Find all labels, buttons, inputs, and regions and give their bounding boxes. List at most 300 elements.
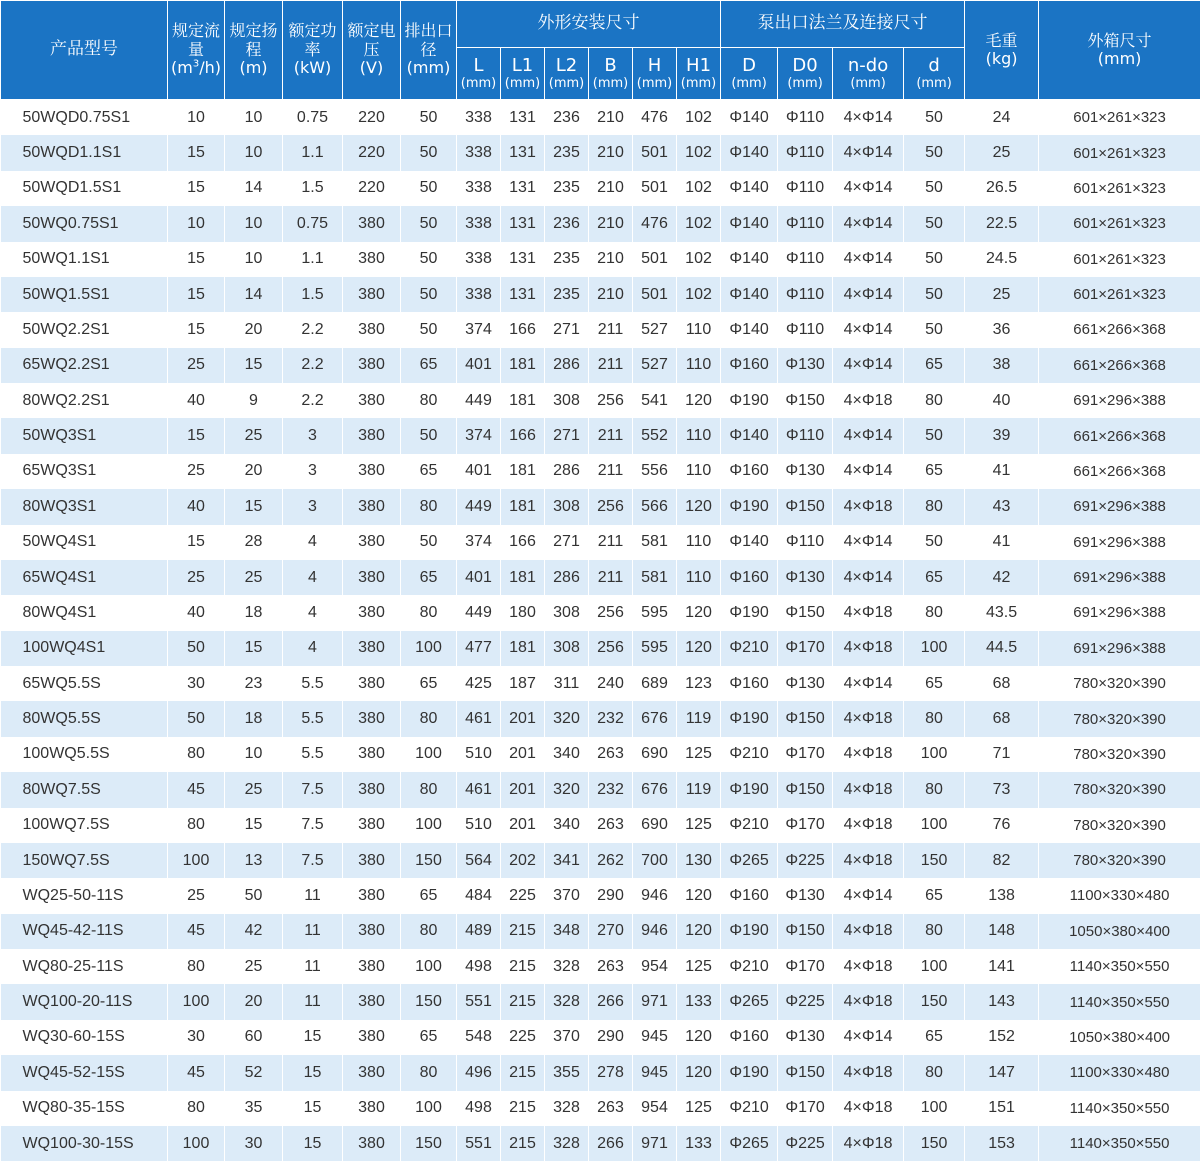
cell-dim-l2: 341: [545, 843, 589, 878]
cell-flange-d0: Φ170: [778, 737, 833, 772]
cell-flange-small-d: 100: [904, 631, 965, 666]
cell-dim-l1: 225: [501, 878, 545, 913]
cell-box: 661×266×368: [1039, 348, 1200, 383]
cell-power: 1.1: [283, 135, 343, 170]
cell-flange-n-do: 4×Φ14: [833, 312, 904, 347]
cell-dim-h1: 110: [677, 560, 721, 595]
cell-power: 1.5: [283, 277, 343, 312]
cell-dim-l1: 131: [501, 100, 545, 136]
cell-flange-n-do: 4×Φ14: [833, 418, 904, 453]
cell-dim-l2: 286: [545, 560, 589, 595]
cell-flange-d0: Φ150: [778, 914, 833, 949]
cell-flange-d0: Φ130: [778, 560, 833, 595]
cell-weight: 42: [965, 560, 1039, 595]
cell-dim-b: 211: [589, 312, 633, 347]
table-row: [1, 206, 1200, 241]
table-row: [1, 277, 1200, 312]
cell-dim-h1: 120: [677, 489, 721, 524]
cell-dim-h: 945: [633, 1020, 677, 1055]
cell-flange-d: Φ190: [721, 1055, 778, 1090]
cell-voltage: 380: [343, 843, 401, 878]
header-voltage: 额定电压 (V): [343, 1, 401, 100]
cell-dim-l: 338: [457, 242, 501, 277]
cell-dim-l2: 320: [545, 701, 589, 736]
cell-dim-l2: 370: [545, 1020, 589, 1055]
cell-dim-h1: 120: [677, 595, 721, 630]
table-row: [1, 135, 1200, 170]
cell-dim-h: 527: [633, 348, 677, 383]
cell-voltage: 380: [343, 489, 401, 524]
cell-weight: 151: [965, 1091, 1039, 1126]
cell-flow: 10: [168, 206, 225, 241]
cell-dim-l1: 215: [501, 1091, 545, 1126]
cell-flange-small-d: 50: [904, 206, 965, 241]
cell-flange-n-do: 4×Φ14: [833, 348, 904, 383]
cell-dim-l1: 215: [501, 1055, 545, 1090]
cell-flange-d0: Φ110: [778, 242, 833, 277]
cell-voltage: 380: [343, 277, 401, 312]
cell-model: 100WQ5.5S: [1, 737, 168, 772]
cell-weight: 153: [965, 1126, 1039, 1161]
cell-box: 1050×380×400: [1039, 1020, 1200, 1055]
cell-flange-d0: Φ130: [778, 878, 833, 913]
cell-outlet: 50: [401, 277, 457, 312]
cell-head: 25: [225, 772, 283, 807]
cell-dim-l2: 235: [545, 277, 589, 312]
cell-flange-d0: Φ110: [778, 418, 833, 453]
cell-box: 1140×350×550: [1039, 1126, 1200, 1161]
cell-head: 23: [225, 666, 283, 701]
cell-dim-l2: 340: [545, 808, 589, 843]
cell-outlet: 80: [401, 1055, 457, 1090]
cell-flange-small-d: 65: [904, 560, 965, 595]
header-dim-b: B (mm): [589, 48, 633, 100]
cell-dim-l1: 225: [501, 1020, 545, 1055]
cell-weight: 152: [965, 1020, 1039, 1055]
cell-flange-d: Φ190: [721, 701, 778, 736]
cell-weight: 138: [965, 878, 1039, 913]
cell-dim-l1: 215: [501, 949, 545, 984]
cell-weight: 43: [965, 489, 1039, 524]
cell-dim-h1: 125: [677, 808, 721, 843]
cell-power: 15: [283, 1091, 343, 1126]
cell-dim-l2: 328: [545, 1126, 589, 1161]
cell-dim-l1: 215: [501, 984, 545, 1019]
cell-box: 661×266×368: [1039, 454, 1200, 489]
cell-box: 601×261×323: [1039, 100, 1200, 136]
cell-flange-d: Φ190: [721, 914, 778, 949]
cell-dim-l1: 166: [501, 525, 545, 560]
cell-dim-b: 210: [589, 242, 633, 277]
cell-dim-h1: 110: [677, 312, 721, 347]
cell-model: WQ25-50-11S: [1, 878, 168, 913]
cell-flow: 50: [168, 701, 225, 736]
cell-dim-h1: 110: [677, 454, 721, 489]
cell-weight: 68: [965, 701, 1039, 736]
cell-flange-n-do: 4×Φ14: [833, 100, 904, 136]
cell-voltage: 380: [343, 525, 401, 560]
cell-flange-d: Φ140: [721, 206, 778, 241]
cell-flange-d: Φ160: [721, 1020, 778, 1055]
cell-head: 28: [225, 525, 283, 560]
cell-dim-l: 461: [457, 701, 501, 736]
cell-flange-n-do: 4×Φ18: [833, 1126, 904, 1161]
cell-flange-n-do: 4×Φ14: [833, 206, 904, 241]
cell-outlet: 80: [401, 595, 457, 630]
cell-dim-b: 266: [589, 984, 633, 1019]
cell-dim-b: 211: [589, 348, 633, 383]
cell-dim-h1: 110: [677, 418, 721, 453]
table-row: [1, 808, 1200, 843]
cell-dim-l: 489: [457, 914, 501, 949]
cell-outlet: 100: [401, 808, 457, 843]
cell-dim-h1: 102: [677, 135, 721, 170]
cell-power: 2.2: [283, 383, 343, 418]
cell-head: 14: [225, 277, 283, 312]
cell-voltage: 380: [343, 1091, 401, 1126]
cell-flange-n-do: 4×Φ14: [833, 277, 904, 312]
cell-flange-d: Φ210: [721, 949, 778, 984]
cell-flange-small-d: 50: [904, 242, 965, 277]
cell-voltage: 380: [343, 383, 401, 418]
cell-dim-b: 240: [589, 666, 633, 701]
header-dim-h: H (mm): [633, 48, 677, 100]
cell-dim-l2: 271: [545, 418, 589, 453]
cell-head: 13: [225, 843, 283, 878]
cell-flange-d0: Φ150: [778, 595, 833, 630]
cell-dim-l2: 340: [545, 737, 589, 772]
cell-model: 50WQ0.75S1: [1, 206, 168, 241]
cell-head: 15: [225, 808, 283, 843]
cell-box: 1140×350×550: [1039, 949, 1200, 984]
cell-box: 691×296×388: [1039, 560, 1200, 595]
cell-model: WQ100-20-11S: [1, 984, 168, 1019]
cell-flange-small-d: 50: [904, 100, 965, 136]
cell-dim-h1: 125: [677, 737, 721, 772]
cell-dim-l: 498: [457, 949, 501, 984]
table-row: [1, 242, 1200, 277]
cell-dim-l2: 348: [545, 914, 589, 949]
table-row: [1, 418, 1200, 453]
cell-flange-small-d: 50: [904, 135, 965, 170]
cell-dim-h: 527: [633, 312, 677, 347]
cell-box: 601×261×323: [1039, 135, 1200, 170]
cell-dim-h: 552: [633, 418, 677, 453]
cell-model: 100WQ4S1: [1, 631, 168, 666]
cell-weight: 43.5: [965, 595, 1039, 630]
cell-voltage: 380: [343, 312, 401, 347]
cell-dim-l1: 181: [501, 383, 545, 418]
cell-head: 52: [225, 1055, 283, 1090]
cell-dim-b: 211: [589, 560, 633, 595]
cell-model: WQ45-52-15S: [1, 1055, 168, 1090]
cell-flange-n-do: 4×Φ18: [833, 984, 904, 1019]
cell-flange-small-d: 80: [904, 489, 965, 524]
cell-dim-l: 449: [457, 489, 501, 524]
cell-model: 65WQ2.2S1: [1, 348, 168, 383]
cell-weight: 41: [965, 454, 1039, 489]
cell-flange-n-do: 4×Φ14: [833, 525, 904, 560]
cell-weight: 24: [965, 100, 1039, 136]
cell-dim-h1: 130: [677, 843, 721, 878]
cell-flow: 45: [168, 1055, 225, 1090]
cell-flange-d: Φ190: [721, 595, 778, 630]
cell-outlet: 65: [401, 454, 457, 489]
cell-dim-h1: 133: [677, 984, 721, 1019]
cell-dim-h1: 120: [677, 631, 721, 666]
cell-box: 691×296×388: [1039, 595, 1200, 630]
cell-flange-small-d: 100: [904, 737, 965, 772]
cell-box: 601×261×323: [1039, 277, 1200, 312]
cell-outlet: 150: [401, 1126, 457, 1161]
cell-dim-b: 263: [589, 1091, 633, 1126]
cell-flange-small-d: 65: [904, 878, 965, 913]
cell-dim-h: 501: [633, 135, 677, 170]
cell-box: 780×320×390: [1039, 666, 1200, 701]
cell-power: 0.75: [283, 100, 343, 136]
cell-dim-l1: 180: [501, 595, 545, 630]
cell-weight: 22.5: [965, 206, 1039, 241]
cell-flow: 25: [168, 560, 225, 595]
cell-flange-d: Φ190: [721, 383, 778, 418]
cell-outlet: 50: [401, 100, 457, 136]
cell-box: 661×266×368: [1039, 418, 1200, 453]
cell-dim-h1: 102: [677, 277, 721, 312]
table-row: [1, 489, 1200, 524]
cell-power: 4: [283, 595, 343, 630]
table-row: [1, 454, 1200, 489]
cell-model: WQ45-42-11S: [1, 914, 168, 949]
cell-outlet: 65: [401, 1020, 457, 1055]
cell-dim-l2: 235: [545, 242, 589, 277]
cell-head: 60: [225, 1020, 283, 1055]
cell-dim-b: 263: [589, 949, 633, 984]
cell-dim-l: 338: [457, 171, 501, 206]
cell-dim-l2: 235: [545, 135, 589, 170]
cell-dim-h: 501: [633, 171, 677, 206]
cell-dim-h: 690: [633, 737, 677, 772]
cell-flange-d0: Φ130: [778, 454, 833, 489]
cell-model: 50WQD1.5S1: [1, 171, 168, 206]
cell-power: 4: [283, 560, 343, 595]
cell-dim-l: 425: [457, 666, 501, 701]
header-dims-group: 外形安装尺寸: [457, 1, 721, 48]
cell-dim-l1: 181: [501, 631, 545, 666]
cell-flange-d0: Φ150: [778, 772, 833, 807]
cell-voltage: 380: [343, 242, 401, 277]
cell-power: 4: [283, 525, 343, 560]
cell-dim-b: 256: [589, 383, 633, 418]
cell-box: 780×320×390: [1039, 843, 1200, 878]
cell-flow: 15: [168, 418, 225, 453]
cell-flow: 80: [168, 1091, 225, 1126]
cell-dim-l1: 201: [501, 737, 545, 772]
cell-model: WQ80-35-15S: [1, 1091, 168, 1126]
cell-weight: 40: [965, 383, 1039, 418]
cell-dim-l: 338: [457, 277, 501, 312]
cell-voltage: 380: [343, 454, 401, 489]
cell-flow: 100: [168, 984, 225, 1019]
cell-weight: 41: [965, 525, 1039, 560]
cell-dim-h: 581: [633, 525, 677, 560]
cell-dim-b: 210: [589, 277, 633, 312]
cell-dim-h: 476: [633, 206, 677, 241]
cell-dim-l2: 308: [545, 383, 589, 418]
cell-outlet: 150: [401, 984, 457, 1019]
cell-box: 691×296×388: [1039, 525, 1200, 560]
cell-outlet: 65: [401, 560, 457, 595]
table-row: [1, 171, 1200, 206]
table-row: [1, 631, 1200, 666]
cell-dim-h: 501: [633, 242, 677, 277]
cell-voltage: 380: [343, 772, 401, 807]
header-head: 规定扬程 (m): [225, 1, 283, 100]
cell-dim-l: 548: [457, 1020, 501, 1055]
cell-flange-n-do: 4×Φ18: [833, 737, 904, 772]
cell-flange-n-do: 4×Φ18: [833, 489, 904, 524]
cell-dim-b: 262: [589, 843, 633, 878]
cell-dim-l1: 181: [501, 560, 545, 595]
cell-outlet: 100: [401, 1091, 457, 1126]
cell-voltage: 380: [343, 595, 401, 630]
cell-weight: 36: [965, 312, 1039, 347]
cell-flange-d0: Φ110: [778, 277, 833, 312]
cell-dim-l2: 308: [545, 489, 589, 524]
cell-flange-d: Φ140: [721, 171, 778, 206]
cell-flange-d0: Φ150: [778, 383, 833, 418]
cell-dim-l1: 201: [501, 808, 545, 843]
cell-flange-small-d: 150: [904, 843, 965, 878]
cell-flange-small-d: 50: [904, 525, 965, 560]
cell-flange-d0: Φ170: [778, 808, 833, 843]
cell-dim-h1: 102: [677, 206, 721, 241]
cell-voltage: 380: [343, 666, 401, 701]
cell-flange-d0: Φ110: [778, 171, 833, 206]
table-header: [1, 1, 1200, 100]
cell-dim-h: 476: [633, 100, 677, 136]
table-row: [1, 525, 1200, 560]
cell-dim-l2: 271: [545, 525, 589, 560]
cell-flange-d: Φ160: [721, 666, 778, 701]
cell-model: 50WQ4S1: [1, 525, 168, 560]
cell-flow: 15: [168, 277, 225, 312]
cell-outlet: 80: [401, 701, 457, 736]
cell-model: 50WQ2.2S1: [1, 312, 168, 347]
cell-flange-d: Φ140: [721, 525, 778, 560]
cell-outlet: 50: [401, 206, 457, 241]
cell-dim-h1: 120: [677, 1020, 721, 1055]
cell-head: 42: [225, 914, 283, 949]
cell-power: 7.5: [283, 843, 343, 878]
cell-outlet: 65: [401, 666, 457, 701]
cell-dim-b: 210: [589, 135, 633, 170]
cell-dim-l1: 131: [501, 171, 545, 206]
cell-flange-d: Φ140: [721, 100, 778, 136]
cell-dim-h1: 119: [677, 701, 721, 736]
cell-flange-small-d: 100: [904, 808, 965, 843]
cell-flange-d0: Φ110: [778, 206, 833, 241]
cell-power: 3: [283, 454, 343, 489]
table-row: [1, 100, 1200, 136]
header-flange-d0: D0 (mm): [778, 48, 833, 100]
cell-flange-d0: Φ110: [778, 312, 833, 347]
cell-dim-l: 374: [457, 312, 501, 347]
cell-dim-l2: 236: [545, 100, 589, 136]
cell-flange-d: Φ210: [721, 631, 778, 666]
table-row: [1, 914, 1200, 949]
cell-dim-b: 210: [589, 100, 633, 136]
table-row: [1, 1020, 1200, 1055]
cell-dim-h1: 123: [677, 666, 721, 701]
cell-dim-l: 374: [457, 525, 501, 560]
cell-power: 15: [283, 1055, 343, 1090]
cell-head: 20: [225, 312, 283, 347]
table-row: [1, 1091, 1200, 1126]
cell-flange-d0: Φ110: [778, 135, 833, 170]
cell-flange-d: Φ140: [721, 135, 778, 170]
cell-weight: 76: [965, 808, 1039, 843]
cell-box: 1140×350×550: [1039, 1091, 1200, 1126]
cell-flange-small-d: 50: [904, 171, 965, 206]
cell-weight: 25: [965, 135, 1039, 170]
cell-outlet: 150: [401, 843, 457, 878]
cell-outlet: 100: [401, 737, 457, 772]
cell-dim-h: 566: [633, 489, 677, 524]
cell-flange-small-d: 65: [904, 454, 965, 489]
cell-box: 1100×330×480: [1039, 878, 1200, 913]
cell-model: 80WQ7.5S: [1, 772, 168, 807]
cell-dim-l: 401: [457, 348, 501, 383]
cell-box: 691×296×388: [1039, 383, 1200, 418]
cell-flange-n-do: 4×Φ14: [833, 242, 904, 277]
cell-power: 15: [283, 1126, 343, 1161]
cell-flange-small-d: 150: [904, 984, 965, 1019]
cell-dim-b: 270: [589, 914, 633, 949]
cell-dim-b: 256: [589, 631, 633, 666]
cell-flange-d0: Φ110: [778, 100, 833, 136]
cell-dim-l1: 131: [501, 135, 545, 170]
cell-head: 15: [225, 489, 283, 524]
cell-dim-h: 954: [633, 949, 677, 984]
cell-dim-b: 278: [589, 1055, 633, 1090]
cell-flange-n-do: 4×Φ18: [833, 701, 904, 736]
cell-dim-h: 595: [633, 595, 677, 630]
cell-outlet: 50: [401, 312, 457, 347]
cell-head: 25: [225, 418, 283, 453]
header-dim-l1: L1 (mm): [501, 48, 545, 100]
header-dim-l: L (mm): [457, 48, 501, 100]
cell-dim-l: 564: [457, 843, 501, 878]
cell-flange-d0: Φ130: [778, 666, 833, 701]
cell-weight: 25: [965, 277, 1039, 312]
cell-dim-h1: 120: [677, 1055, 721, 1090]
cell-voltage: 380: [343, 914, 401, 949]
cell-dim-b: 290: [589, 878, 633, 913]
cell-weight: 38: [965, 348, 1039, 383]
cell-flow: 10: [168, 100, 225, 136]
cell-power: 1.1: [283, 242, 343, 277]
cell-box: 780×320×390: [1039, 737, 1200, 772]
cell-flange-d0: Φ150: [778, 701, 833, 736]
cell-dim-l2: 370: [545, 878, 589, 913]
cell-dim-h: 954: [633, 1091, 677, 1126]
cell-flow: 30: [168, 666, 225, 701]
cell-model: 150WQ7.5S: [1, 843, 168, 878]
cell-dim-l: 338: [457, 135, 501, 170]
cell-flange-n-do: 4×Φ18: [833, 914, 904, 949]
cell-box: 691×296×388: [1039, 489, 1200, 524]
cell-model: 50WQD1.1S1: [1, 135, 168, 170]
